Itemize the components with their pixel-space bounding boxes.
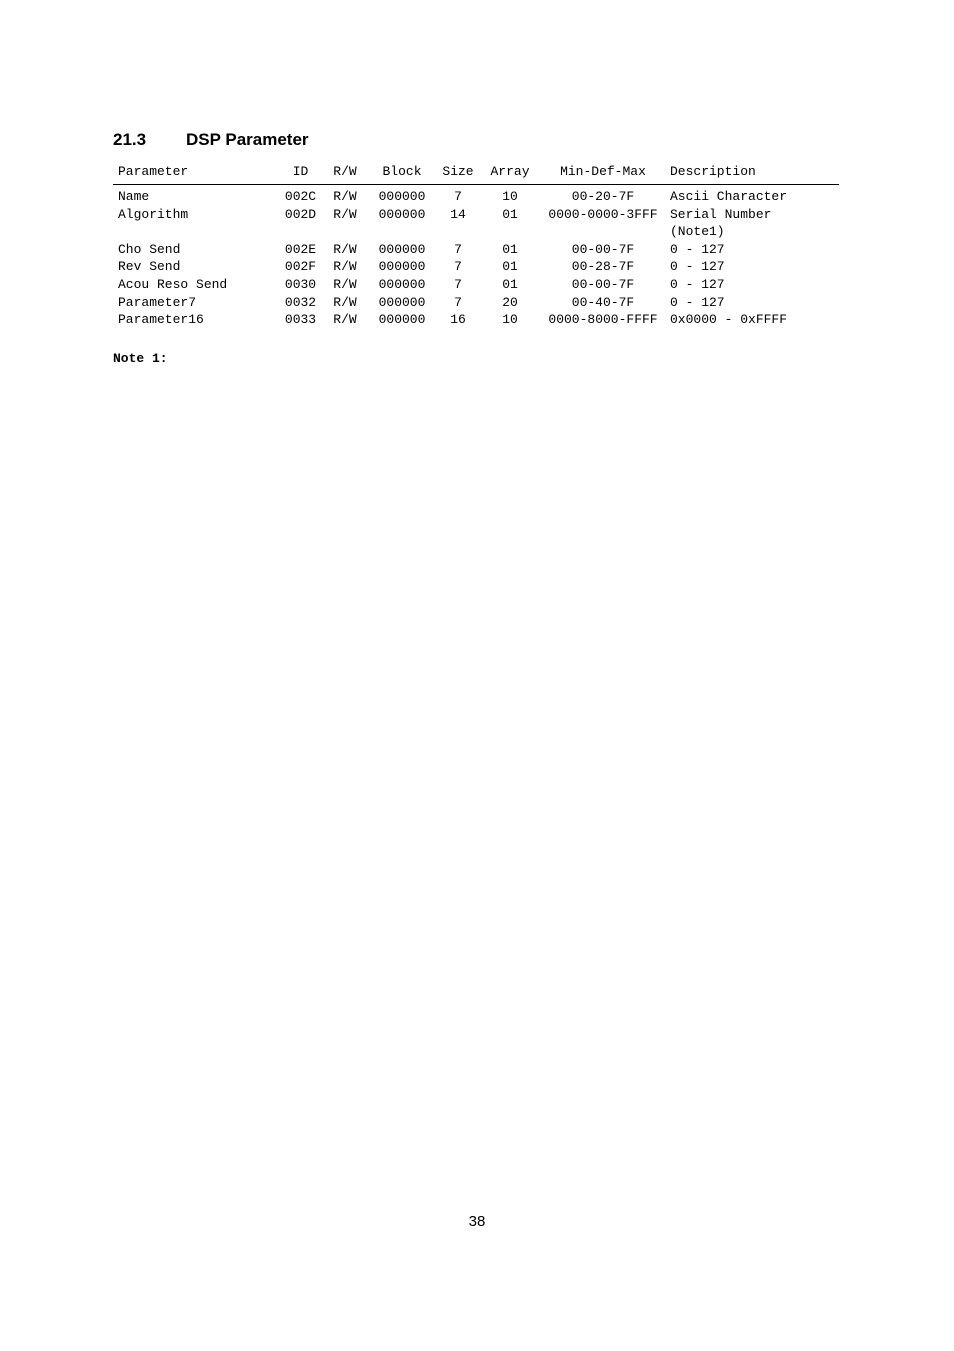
cell-parameter: Parameter7 xyxy=(118,294,197,310)
table-row xyxy=(113,187,839,205)
cell-min-def-max: 00-20-7F xyxy=(571,189,635,204)
cell-parameter: Algorithm xyxy=(118,206,189,222)
cell-block: 000000 xyxy=(378,294,426,310)
table-row xyxy=(113,310,839,328)
section-title: DSP Parameter xyxy=(186,130,309,149)
cell-description: 0 - 127 xyxy=(670,294,725,310)
cell-id: 002C xyxy=(284,189,317,204)
note-label: Note 1: xyxy=(113,351,168,366)
cell-size: 7 xyxy=(454,189,462,204)
cell-description: (Note1) xyxy=(670,224,725,240)
cell-array: 10 xyxy=(502,189,518,204)
cell-array: 01 xyxy=(502,206,518,222)
cell-block: 000000 xyxy=(378,206,426,222)
table-row xyxy=(113,293,839,311)
cell-min-def-max: 00-00-7F xyxy=(571,276,635,292)
cell-description: 0 - 127 xyxy=(670,241,725,257)
cell-array: 01 xyxy=(502,241,518,257)
cell-description: 0x0000 - 0xFFFF xyxy=(670,312,788,328)
cell-min-def-max: 00-40-7F xyxy=(571,294,635,310)
cell-description: 0 - 127 xyxy=(670,276,725,292)
cell-size: 16 xyxy=(450,312,466,328)
cell-rw: R/W xyxy=(333,276,357,292)
header-description: Description xyxy=(670,164,756,179)
header-id: ID xyxy=(292,164,309,179)
cell-rw: R/W xyxy=(333,189,357,204)
cell-block: 000000 xyxy=(378,312,426,328)
cell-size: 7 xyxy=(454,259,462,275)
cell-min-def-max: 0000-0000-3FFF xyxy=(548,206,658,222)
cell-block: 000000 xyxy=(378,259,426,275)
header-size: Size xyxy=(442,164,474,179)
header-block: Block xyxy=(382,164,422,179)
cell-size: 14 xyxy=(450,206,466,222)
header-array: Array xyxy=(490,164,530,179)
table-row xyxy=(113,275,839,293)
section-heading xyxy=(113,130,309,150)
table-row xyxy=(113,240,839,258)
cell-id: 002E xyxy=(284,241,317,257)
cell-size: 7 xyxy=(454,241,462,257)
parameter-table xyxy=(113,162,839,328)
cell-parameter: Cho Send xyxy=(118,241,181,257)
cell-array: 01 xyxy=(502,276,518,292)
cell-min-def-max: 00-00-7F xyxy=(571,241,635,257)
header-rw: R/W xyxy=(333,164,357,179)
table-row xyxy=(113,257,839,275)
cell-min-def-max: 0000-8000-FFFF xyxy=(548,312,658,328)
cell-id: 0030 xyxy=(284,276,317,292)
cell-parameter: Acou Reso Send xyxy=(118,276,228,292)
table-header-row xyxy=(113,162,839,185)
cell-description: Ascii Character xyxy=(670,189,788,204)
table-row xyxy=(113,205,839,223)
cell-rw: R/W xyxy=(333,312,357,328)
cell-id: 002D xyxy=(284,206,317,222)
cell-parameter: Rev Send xyxy=(118,259,181,275)
cell-rw: R/W xyxy=(333,259,357,275)
cell-rw: R/W xyxy=(333,294,357,310)
cell-id: 002F xyxy=(284,259,317,275)
cell-block: 000000 xyxy=(378,241,426,257)
cell-block: 000000 xyxy=(378,276,426,292)
header-parameter: Parameter xyxy=(118,164,189,179)
cell-array: 20 xyxy=(502,294,518,310)
cell-min-def-max: 00-28-7F xyxy=(571,259,635,275)
cell-rw: R/W xyxy=(333,241,357,257)
cell-id: 0033 xyxy=(284,312,317,328)
cell-parameter: Name xyxy=(118,189,150,204)
cell-parameter: Parameter16 xyxy=(118,312,204,328)
header-min-def-max: Min-Def-Max xyxy=(560,164,646,179)
cell-array: 10 xyxy=(502,312,518,328)
table-row xyxy=(113,222,839,240)
cell-rw: R/W xyxy=(333,206,357,222)
section-number: 21.3 xyxy=(113,130,147,149)
cell-description: 0 - 127 xyxy=(670,259,725,275)
page-number: 38 xyxy=(468,1213,486,1230)
cell-block: 000000 xyxy=(378,189,426,204)
cell-description: Serial Number xyxy=(670,206,772,222)
cell-size: 7 xyxy=(454,294,462,310)
cell-id: 0032 xyxy=(284,294,317,310)
cell-array: 01 xyxy=(502,259,518,275)
cell-size: 7 xyxy=(454,276,462,292)
